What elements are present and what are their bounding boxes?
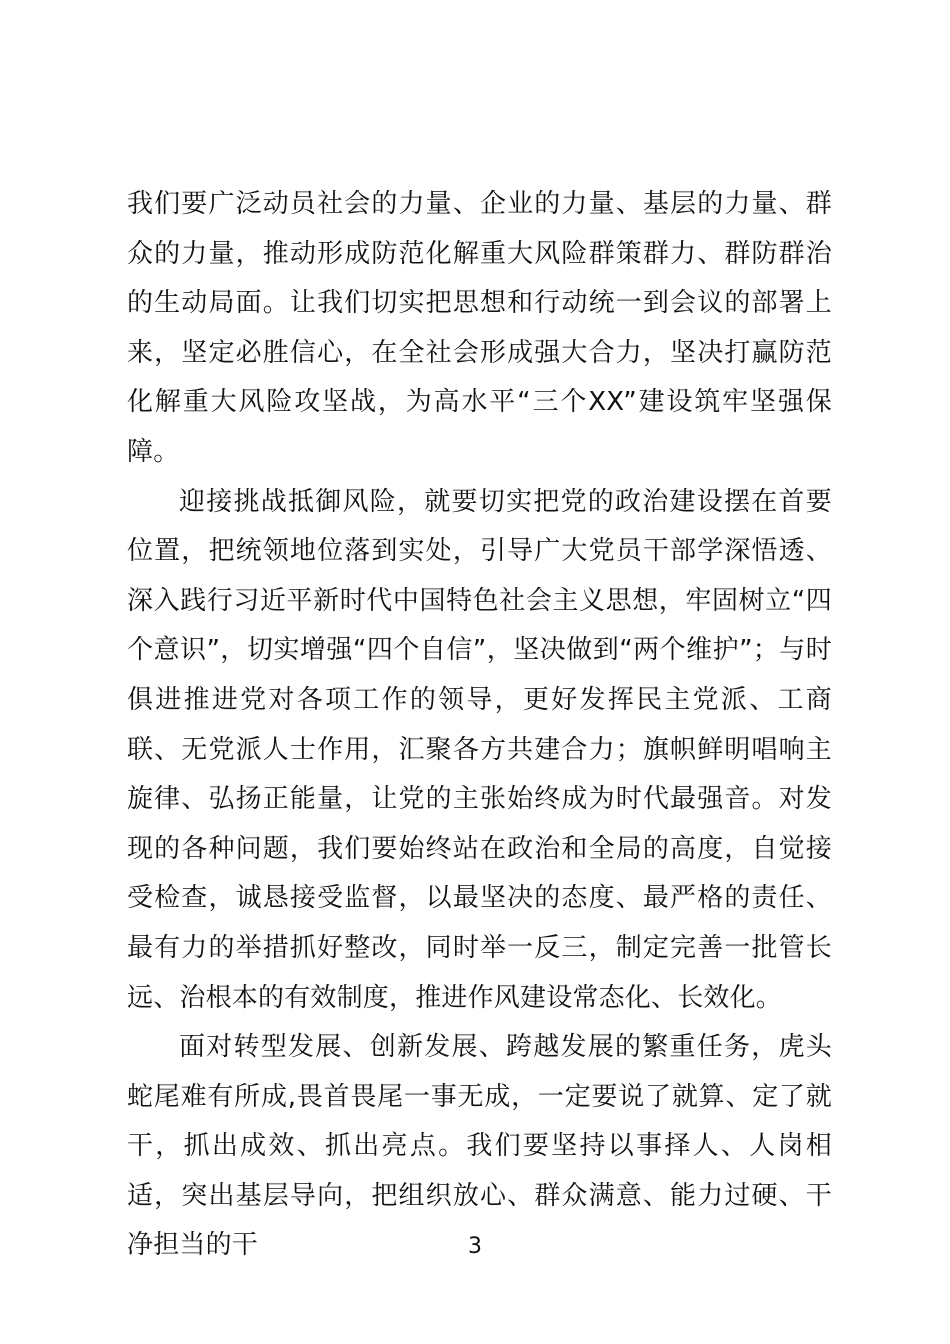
paragraph-2: 迎接挑战抵御风险，就要切实把党的政治建设摆在首要位置，把统领地位落到实处，引导广大党员干部学深悟透、深入践行习近平新时代中国特色社会主义思想，牢固树立“四个意识”，切实增强“四个自信”，坚决做到“两个维护”；与时俱进推进党对各项工作的领导，更好发挥民主党派、工商联、无党派人士作用，汇聚各方共建合力；旗帜鲜明唱响主旋律、弘扬正能量，让党的主张始终成为时代最强音。对发现的各种问题，我们要始终站在政治和全局的高度，自觉接受检查，诚恳接受监督，以最坚决的态度、最严格的责任、最有力的举措抓好整改，同时举一反三，制定完善一批管长远、治根本的有效制度，推进作风建设常态化、长效化。 <box>127 486 832 1013</box>
document-body <box>127 180 832 1271</box>
paragraph-3: 面对转型发展、创新发展、跨越发展的繁重任务，虎头蛇尾难有所成,畏首畏尾一事无成，一定要说了就算、定了就干，抓出成效、抓出亮点。我们要坚持以事择人、人岗相适，突出基层导向，把组织放心、群众满意、能力过硬、干净担当的干 <box>127 1032 832 1261</box>
page-number: 3 <box>468 1234 482 1259</box>
paragraph-1: 我们要广泛动员社会的力量、企业的力量、基层的力量、群众的力量，推动形成防范化解重大风险群策群力、群防群治的生动局面。让我们切实把思想和行动统一到会议的部署上来，坚定必胜信心，在全社会形成强大合力，坚决打赢防范化解重大风险攻坚战，为高水平“三个XX”建设筑牢坚强保障。 <box>127 189 832 467</box>
